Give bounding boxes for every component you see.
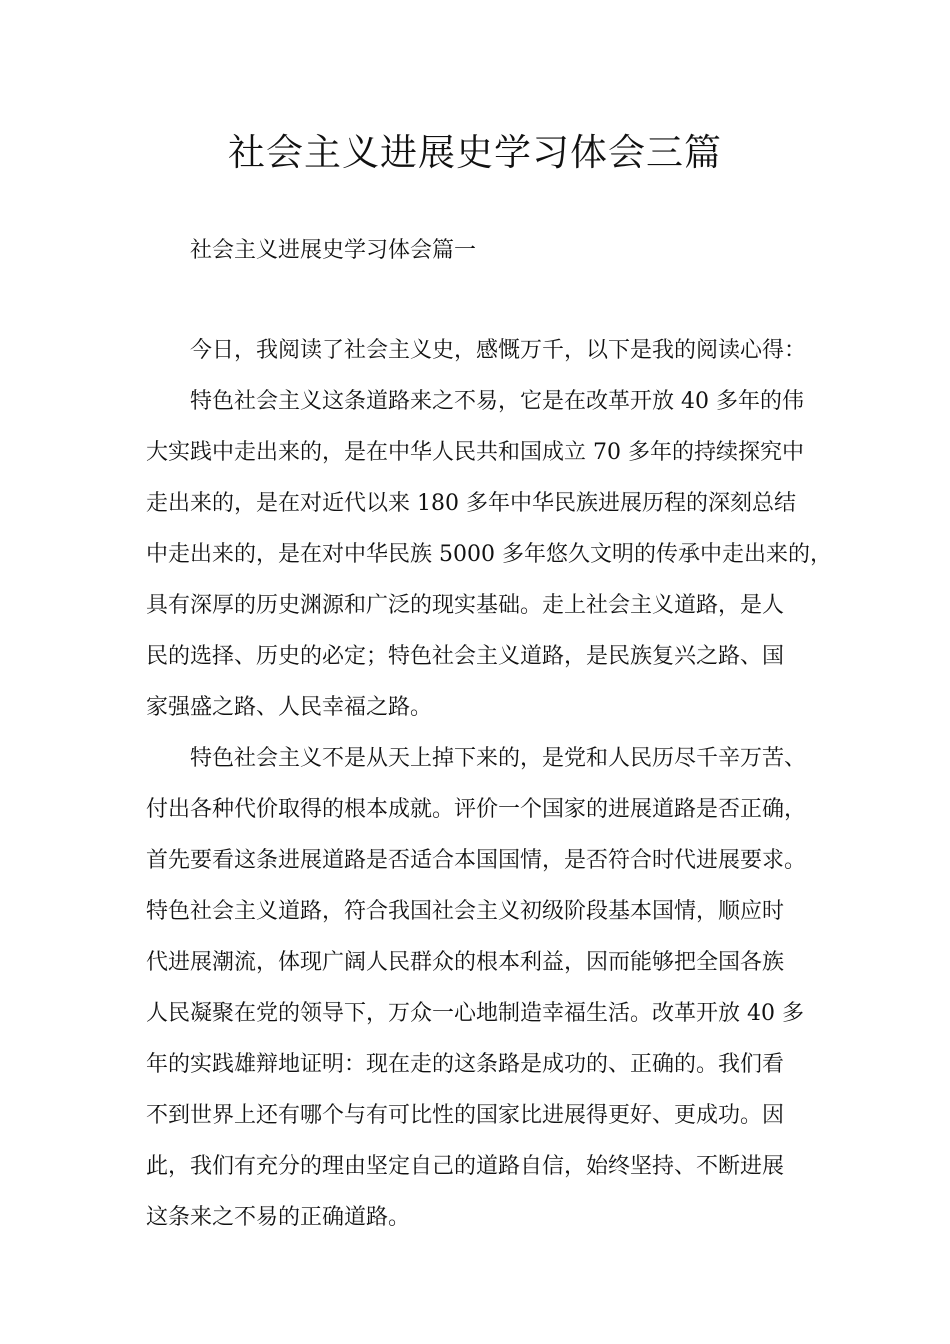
paragraph-line: 走出来的，是在对近代以来 180 多年中华民族进展历程的深刻总结	[146, 491, 796, 516]
paragraph-line: 特色社会主义道路，符合我国社会主义初级阶段基本国情，顺应时	[146, 899, 785, 924]
paragraph-line: 家强盛之路、人民幸福之路。	[146, 695, 433, 720]
paragraph-line: 这条来之不易的正确道路。	[146, 1205, 411, 1230]
paragraph-line: 此，我们有充分的理由坚定自己的道路自信，始终坚持、不断进展	[146, 1154, 785, 1179]
paragraph-line: 大实践中走出来的，是在中华人民共和国成立 70 多年的持续探究中	[146, 440, 804, 465]
paragraph-line: 特色社会主义这条道路来之不易，它是在改革开放 40 多年的伟	[190, 389, 804, 414]
section-heading: 社会主义进展史学习体会篇一	[190, 238, 477, 263]
paragraph-line: 代进展潮流，体现广阔人民群众的根本利益，因而能够把全国各族	[146, 950, 785, 975]
paragraph-line: 今日，我阅读了社会主义史，感慨万千，以下是我的阅读心得：	[190, 338, 807, 363]
paragraph-line: 首先要看这条进展道路是否适合本国国情，是否符合时代进展要求。	[146, 848, 807, 873]
paragraph-line: 不到世界上还有哪个与有可比性的国家比进展得更好、更成功。因	[146, 1103, 785, 1128]
paragraph-line: 人民凝聚在党的领导下，万众一心地制造幸福生活。改革开放 40 多	[146, 1001, 804, 1026]
paragraph-line: 特色社会主义不是从天上掉下来的，是党和人民历尽千辛万苦、	[190, 746, 807, 771]
document-body	[146, 334, 832, 1252]
paragraph-line: 付出各种代价取得的根本成就。评价一个国家的进展道路是否正确，	[146, 797, 807, 822]
paragraph-line: 中走出来的，是在对中华民族 5000 多年悠久文明的传承中走出来的，	[146, 542, 832, 567]
document-title: 社会主义进展史学习体会三篇	[228, 131, 722, 174]
paragraph-line: 年的实践雄辩地证明：现在走的这条路是成功的、正确的。我们看	[146, 1052, 785, 1077]
paragraph-line: 具有深厚的历史渊源和广泛的现实基础。走上社会主义道路，是人	[146, 593, 785, 618]
paragraph-line: 民的选择、历史的必定；特色社会主义道路，是民族复兴之路、国	[146, 644, 785, 669]
